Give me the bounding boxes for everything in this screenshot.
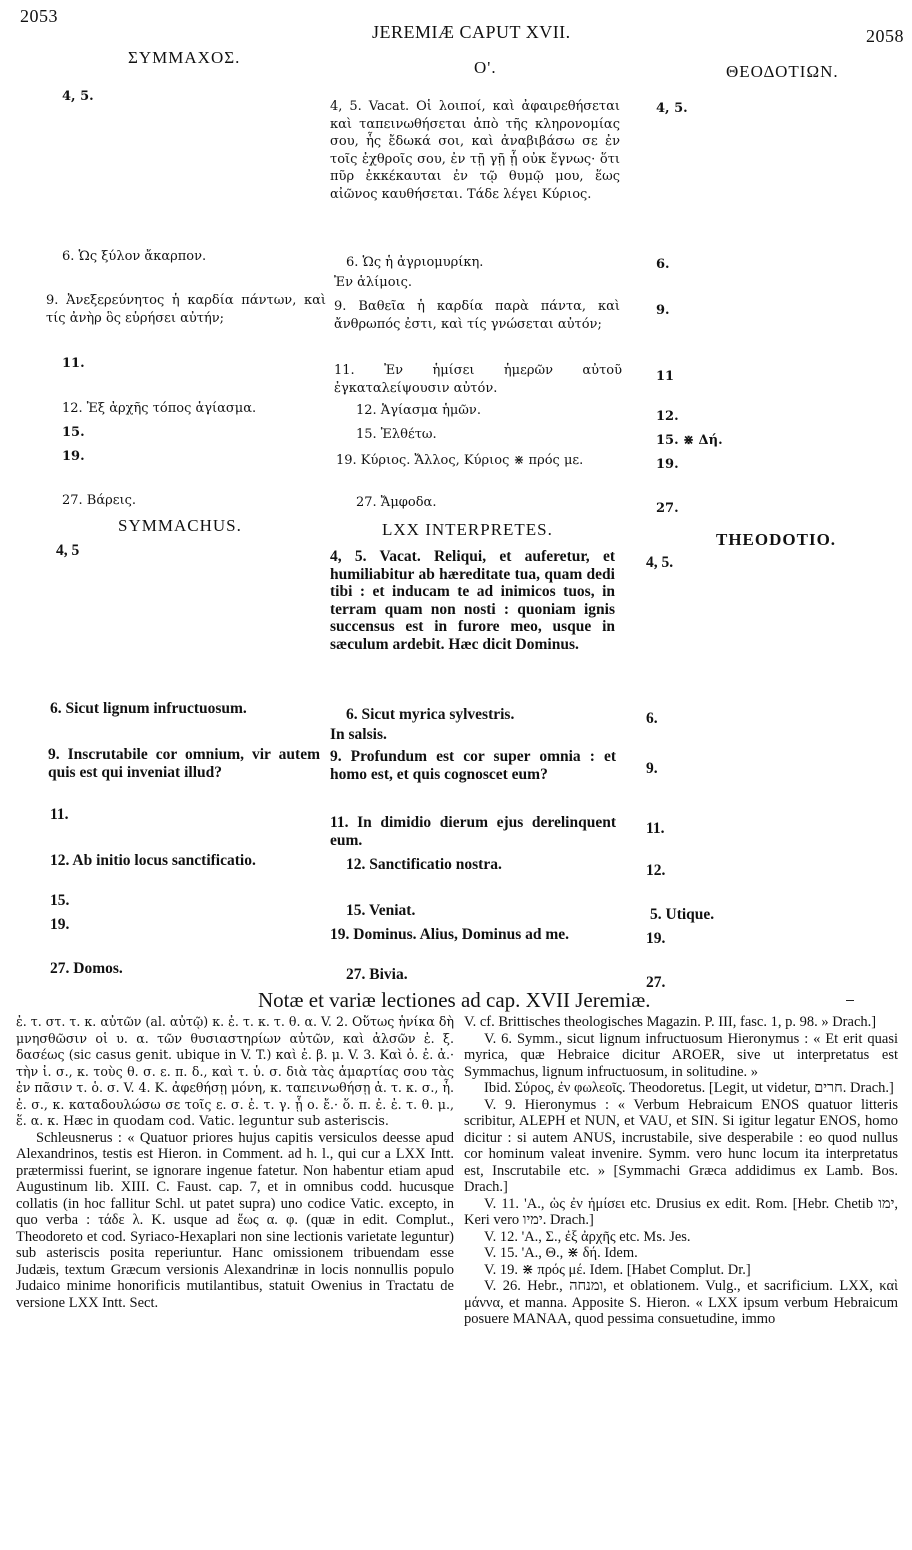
latin-symmachus-v4-5: 4, 5	[56, 542, 80, 559]
greek-lxx-v19: 19. Κύριος. Ἄλλος, Κύριος ⋇ πρός με.	[336, 453, 584, 468]
latin-symmachus-v9: 9. Inscrutabile cor omnium, vir autem quis est qui inveniat illud?	[48, 746, 320, 781]
greek-lxx-v12: 12. Ἁγίασμα ἡμῶν.	[356, 403, 481, 418]
greek-lxx-v6: 6. Ὡς ἡ ἀγριομυρίκη.	[346, 255, 484, 270]
greek-lxx-v15: 15. Ἐλθέτω.	[356, 427, 437, 442]
greek-symmachus-v15: 15.	[62, 425, 85, 440]
greek-theodotion-v4-5: 4, 5.	[656, 101, 688, 116]
greek-theodotion-v12: 12.	[656, 409, 679, 424]
notes-left-column	[16, 1014, 454, 1311]
greek-theodotion-v15: 15. ⋇ Δή.	[656, 433, 723, 448]
note-right-2: V. 6. Symm., sicut lignum infructuosum Hieronymus : « Et erit quasi myrica, quæ Hebraice dicitur AROER, sive ut interpretatus est Symmachus, lignum infructuosum, in solitudine. »	[464, 1030, 898, 1080]
greek-theodotion-v9: 9.	[656, 303, 670, 318]
latin-title-theodotion: THEODOTIO.	[716, 530, 837, 549]
greek-title-symmachus: ΣΥΜΜΑΧΟΣ.	[128, 48, 241, 67]
greek-theodotion-v19: 19.	[656, 457, 679, 472]
greek-theodotion-v27: 27.	[656, 501, 679, 516]
latin-lxx-v27: 27. Bivia.	[346, 966, 408, 983]
note-right-3: Ibid. Σύρος, ἐν φωλεοῖς. Theodoretus. [Legit, ut videtur, חרים. Drach.]	[484, 1080, 894, 1096]
greek-lxx-v11: 11. Ἐν ἡμίσει ἡμερῶν αὐτοῦ ἐγκαταλείψουσιν αὐτόν.	[334, 363, 622, 396]
latin-symmachus-v12: 12. Ab initio locus sanctificatio.	[50, 852, 256, 869]
latin-title-lxx: LXX INTERPRETES.	[382, 520, 553, 539]
greek-symmachus-v12: 12. Ἐξ ἀρχῆς τόπος ἁγίασμα.	[62, 401, 257, 416]
running-title: JEREMIÆ CAPUT XVII.	[372, 22, 571, 42]
latin-lxx-v4-5: 4, 5. Vacat. Reliqui, et auferetur, et humiliabitur ab hæreditate tua, quam dedi tibi : et inducam te ad inimicos tuos, in terram quam non nosti : quoniam ignis succensus est in furore meo, usque in sæculum ardebit. Hæc dicit Dominus.	[330, 548, 615, 653]
latin-lxx-v15: 15. Veniat.	[346, 902, 416, 919]
latin-symmachus-v15: 15.	[50, 892, 70, 909]
note-left-2: Schleusnerus : « Quatuor priores hujus capitis versiculos deesse apud Alexandrinos, testis est Hieron. in Comment. ad h. l., qui cur a LXX Intt. prætermissi fuerint, se ignorare ingenue fatetur. Non habentur etiam apud Augustinum lib. XIII. C. Faust. cap. 7, et in omnibus codd. hucusque collatis (in hoc fallitur Schl. ut patet supra) uno codice Vatic. excepto, in quo verba : τάδε λ. Κ. usque ad ἕως α. φ. (quæ in edit. Complut., Theodoreto et cod. Syriaco-Hexaplari non sine lectionis varietate leguntur) sub asteriscis posita reperiuntur. Hanc omissionem tribuendam esse Judæis, textum Græcum versionis Alexandrinæ in locis nonnullis populo Judaico minime honorificis mutilantibus, statuit Owenius in Tractatu de versione LXX Intt. Sect.	[16, 1129, 454, 1311]
greek-lxx-in-salsis: Ἐν ἁλίμοις.	[334, 275, 413, 290]
latin-lxx-v12: 12. Sanctificatio nostra.	[346, 856, 502, 873]
greek-theodotion-v6: 6.	[656, 257, 670, 272]
note-left-1: ἐ. τ. στ. τ. κ. αὐτῶν (al. αὐτῷ) κ. ἐ. τ. κ. τ. θ. α. V. 2. Οὕτως ἡνίκα δὴ μνησθῶσιν οἱ υ. α. τῶν θυσιαστηρίων αὐτῶν, καὶ ἀλσῶν ἐ. ξ. δασέως (sic casus genit. ubique in V. T.) καὶ ἐ. β. μ. V. 3. Καὶ ὁ. ἐ. ἀ.· τὴν ἰ. σ., κ. τοὺς θ. σ. ε. π. δ., καὶ τ. ὑ. σ. διὰ τὰς ἁμαρτίας σου τὰς ἐν πᾶσιν τ. ὁ. σ. V. 4. Κ. ἀφεθήσῃ μόνη, κ. ταπεινωθήσῃ ἀ. τ. κ. σ., ἧ. ἐ. σ., κ. καταδουλώσω σε τοῖς ε. σ. ἐ. τ. γ. ᾗ ο. ἔ.· ὅ. π. ἐ. ἐ. τ. θ. μ., ἕ. α. κ. Hæc in quodam cod. Vatic. leguntur sub asteriscis.	[16, 1014, 454, 1128]
latin-lxx-v6: 6. Sicut myrica sylvestris.	[346, 706, 515, 723]
notes-title: Notæ et variæ lectiones ad cap. XVII Jeremiæ.	[258, 988, 651, 1012]
latin-symmachus-v27: 27. Domos.	[50, 960, 123, 977]
greek-theodotion-v11: 11	[656, 369, 675, 384]
latin-symmachus-v19: 19.	[50, 916, 70, 933]
latin-theodotion-v9: 9.	[646, 760, 658, 777]
latin-lxx-v9: 9. Profundum est cor super omnia : et homo est, et quis cognoscet eum?	[330, 748, 616, 783]
latin-theodotion-v12: 12.	[646, 862, 666, 879]
latin-lxx-in-salsis: In salsis.	[330, 726, 387, 743]
page-number-right: 2058	[866, 26, 904, 46]
note-right-6: V. 12. 'A., Σ., ἐξ ἀρχῆς etc. Ms. Jes.	[484, 1228, 691, 1245]
latin-theodotion-v27: 27.	[646, 974, 666, 991]
decorative-dash	[846, 1000, 854, 1001]
greek-title-lxx: Ο'.	[474, 58, 497, 77]
greek-symmachus-v19: 19.	[62, 449, 85, 464]
latin-theodotion-v11: 11.	[646, 820, 665, 837]
note-right-5: V. 11. 'A., ὡς ἐν ἡμίσει etc. Drusius ex edit. Rom. [Hebr. Chetib ימו, Keri vero ימיו. Drach.]	[464, 1195, 898, 1228]
note-right-8: V. 19. ⋇ πρός μέ. Idem. [Habet Complut. Dr.]	[484, 1261, 751, 1278]
greek-symmachus-v6: 6. Ὡς ξύλον ἄκαρπον.	[62, 249, 207, 264]
latin-lxx-v11: 11. In dimidio dierum ejus derelinquent eum.	[330, 814, 616, 849]
note-right-1: V. cf. Brittisches theologisches Magazin. P. III, fasc. 1, p. 98. » Drach.]	[464, 1014, 877, 1030]
greek-symmachus-v4-5: 4, 5.	[62, 89, 94, 104]
latin-symmachus-v11: 11.	[50, 806, 69, 823]
greek-lxx-v9: 9. Βαθεῖα ἡ καρδία παρὰ πάντα, καὶ ἄνθρωπός ἐστι, καὶ τίς γνώσεται αὐτόν;	[334, 299, 620, 332]
latin-theodotion-v6: 6.	[646, 710, 658, 727]
note-right-7: V. 15. 'A., Θ., ⋇ δή. Idem.	[484, 1245, 638, 1261]
greek-symmachus-v9: 9. Ἀνεξερεύνητος ἡ καρδία πάντων, καὶ τίς ἀνὴρ ὃς εὑρήσει αὐτήν;	[46, 293, 326, 326]
greek-symmachus-v11: 11.	[62, 356, 85, 371]
page-number-left: 2053	[20, 6, 58, 26]
latin-theodotion-v15: 5. Utique.	[650, 906, 715, 923]
latin-title-symmachus: SYMMACHUS.	[118, 516, 242, 535]
notes-right-column	[464, 1014, 898, 1328]
greek-symmachus-v27: 27. Βάρεις.	[62, 493, 137, 508]
note-right-4: V. 9. Hieronymus : « Verbum Hebraicum ENOS quatuor litteris scribitur, ALEPH et NUN, et VAU, et SIN. Si igitur legatur ENOS, homo dicitur : si autem ANUS, incrustabile, sive desperabile : eo quod nullus cor hominum valeat invenire. Symm. vero hunc locum ita interpretatus est, Inscrutabile etc. » [Symmachi Græca addidimus ex Lamb. Bos. Drach.]	[464, 1096, 898, 1195]
greek-lxx-v4-5: 4, 5. Vacat. Οἱ λοιποί, καὶ ἀφαιρεθήσεται καὶ ταπεινωθήσεται ἀπὸ τῆς κληρονομίας σου, ἧς ἔδωκά σοι, καὶ ἀναβιβάσω σε ἐν τοῖς ἐχθροῖς σου, ἐν τῇ γῇ ᾗ οὐκ ἔγνως· ὅτι πῦρ ἐκκέκαυται ἐν τῷ θυμῷ μου, ἕως αἰῶνος καυθήσεται. Τάδε λέγει Κύριος.	[330, 99, 620, 202]
latin-theodotion-v19: 19.	[646, 930, 666, 947]
note-right-9: V. 26. Hebr., ומנחה, et oblationem. Vulg., et sacrificium. LXX, καὶ μάννα, et manna. Apposite S. Hieron. « LXX ipsum verbum Hebraicum posuere MANAA, quod pessima consuetudine, immo	[464, 1278, 898, 1327]
latin-lxx-v19: 19. Dominus. Alius, Dominus ad me.	[330, 926, 570, 943]
latin-theodotion-v4-5: 4, 5.	[646, 554, 674, 571]
greek-lxx-v27: 27. Ἄμφοδα.	[356, 495, 437, 510]
greek-title-theodotion: ΘΕΟΔΟΤΙΩΝ.	[726, 62, 839, 81]
latin-symmachus-v6: 6. Sicut lignum infructuosum.	[50, 700, 247, 717]
